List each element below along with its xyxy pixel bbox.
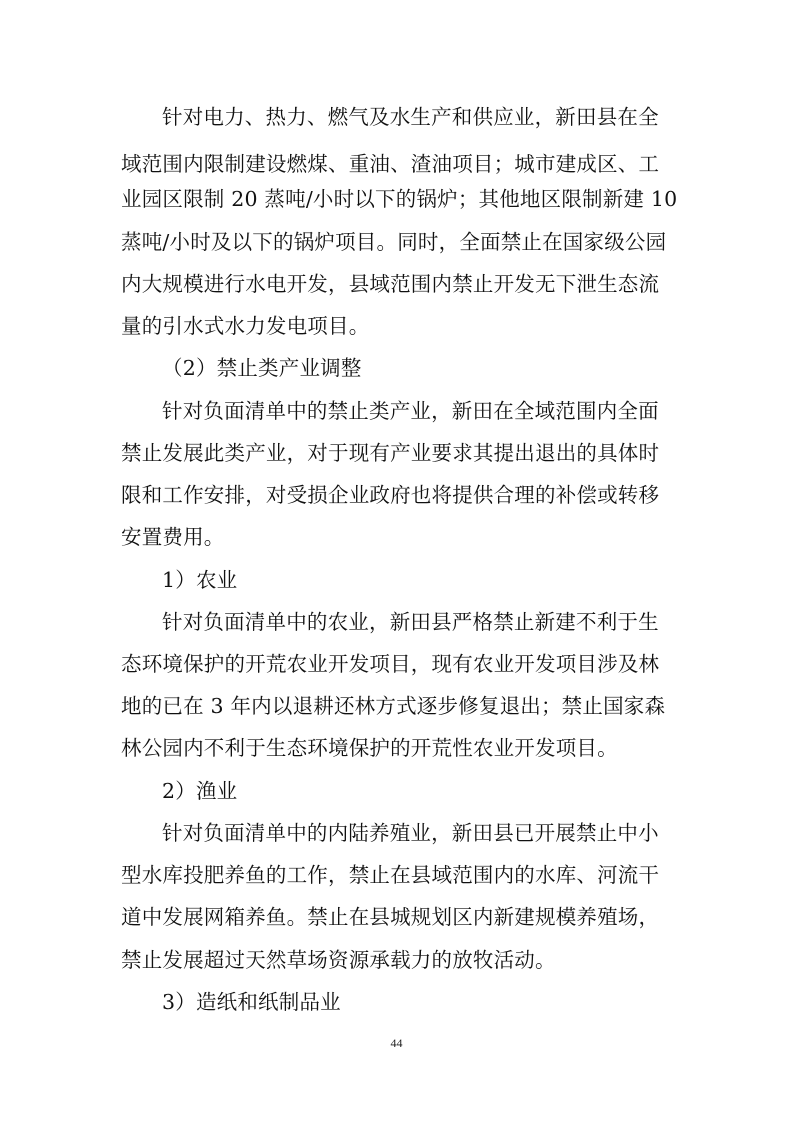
paragraph-3-line-3: 地的已在 3 年内以退耕还林方式逐步修复退出；禁止国家森 [121,694,666,718]
page-number: 44 [390,1036,403,1050]
subsection-heading-fishery: 2）渔业 [162,779,238,803]
paragraph-3-line-4: 林公园内不利于生态环境保护的开荒性农业开发项目。 [121,736,618,760]
paragraph-4-line-1: 针对负面清单中的内陆养殖业，新田县已开展禁止中小 [162,821,659,845]
paragraph-2-line-3: 限和工作安排，对受损企业政府也将提供合理的补偿或转移 [121,483,660,507]
paragraph-1-line-3: 业园区限制 20 蒸吨/小时以下的锅炉；其他地区限制新建 10 [121,187,678,211]
section-heading-prohibited-industries: （2）禁止类产业调整 [162,356,362,380]
paragraph-1-line-5: 内大规模进行水电开发，县域范围内禁止开发无下泄生态流 [121,272,660,296]
paragraph-2-line-1: 针对负面清单中的禁止类产业，新田在全域范围内全面 [162,399,659,423]
paragraph-4-line-4: 禁止发展超过天然草场资源承载力的放牧活动。 [121,948,556,972]
paragraph-4-line-3: 道中发展网箱养鱼。禁止在县城规划区内新建规模养殖场， [121,905,660,929]
paragraph-1-line-2: 域范围内限制建设燃煤、重油、渣油项目；城市建成区、工 [121,152,660,176]
paragraph-3-line-2: 态环境保护的开荒农业开发项目，现有农业开发项目涉及林 [121,652,660,676]
subsection-heading-agriculture: 1）农业 [162,568,238,592]
subsection-heading-paper-industry: 3）造纸和纸制品业 [162,990,341,1014]
paragraph-3-line-1: 针对负面清单中的农业，新田县严格禁止新建不利于生 [162,610,659,634]
paragraph-2-line-4: 安置费用。 [121,525,225,549]
paragraph-1-line-1: 针对电力、热力、燃气及水生产和供应业，新田县在全 [162,105,659,129]
paragraph-1-line-6: 量的引水式水力发电项目。 [121,314,370,338]
paragraph-2-line-2: 禁止发展此类产业，对于现有产业要求其提出退出的具体时 [121,441,660,465]
paragraph-1-line-4: 蒸吨/小时及以下的锅炉项目。同时，全面禁止在国家级公园 [121,230,667,254]
paragraph-4-line-2: 型水库投肥养鱼的工作，禁止在县域范围内的水库、河流干 [121,863,660,887]
